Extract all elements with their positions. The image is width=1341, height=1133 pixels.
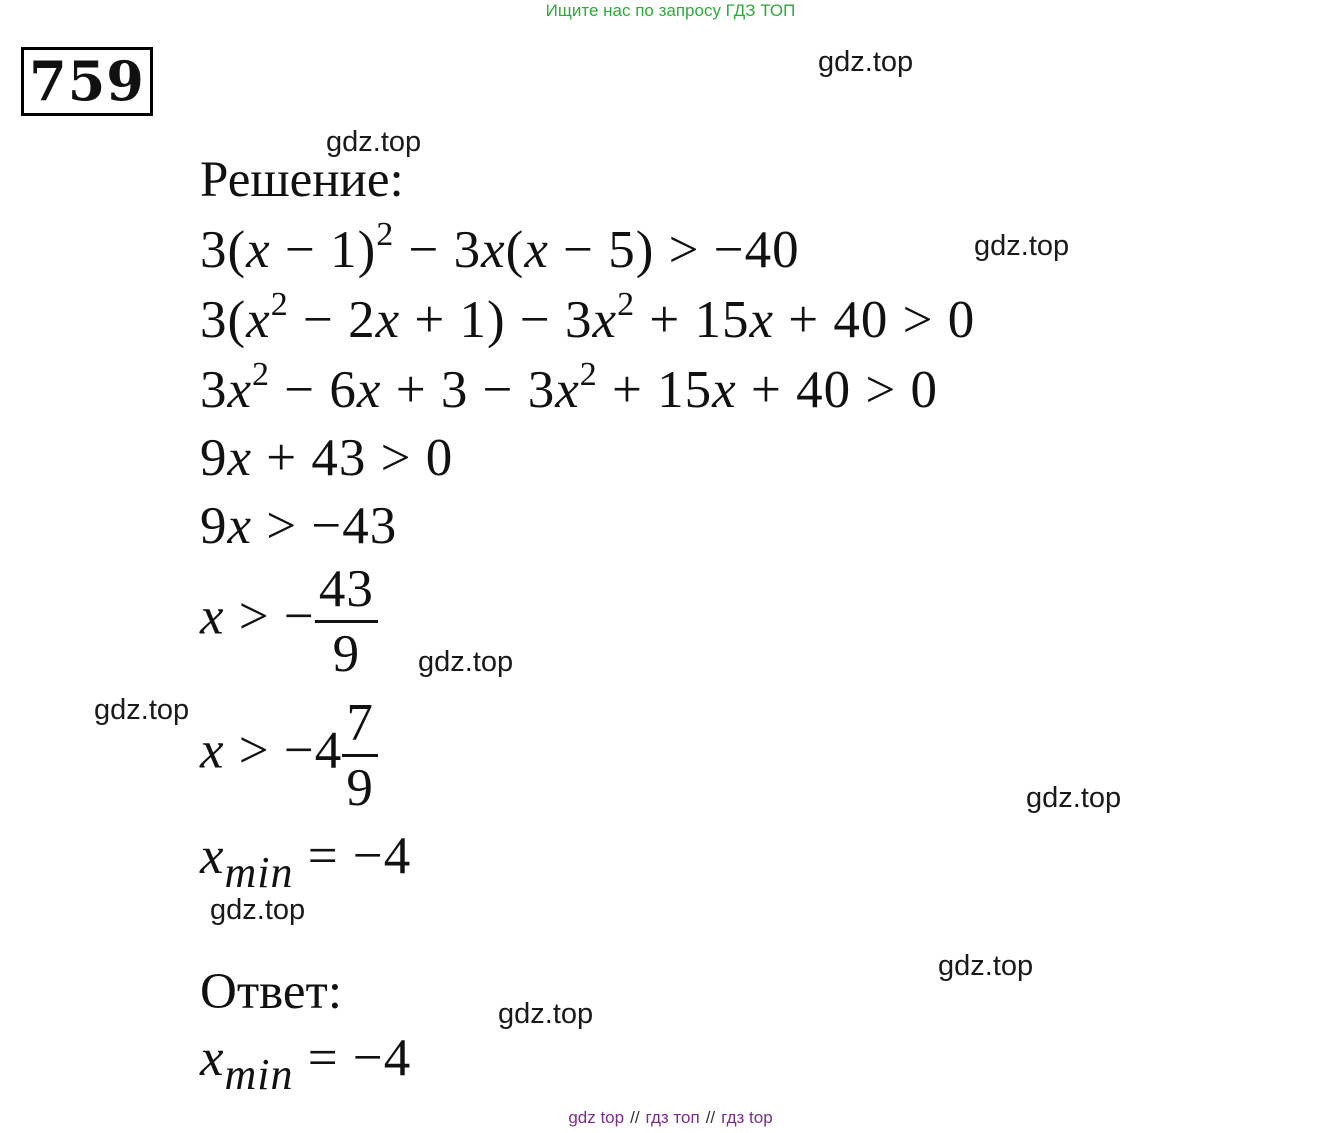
step-1: $3(x - 1)^2 - 3x(x - 5) > -40$ — [200, 216, 800, 279]
watermark: gdz.top — [326, 126, 422, 158]
step-4: 9x + 43 > 0 — [200, 429, 454, 487]
bottom-link[interactable]: гдз топ — [645, 1108, 700, 1127]
watermark: gdz.top — [818, 46, 914, 78]
watermark: gdz.top — [1026, 782, 1122, 814]
watermark: gdz.top — [94, 694, 190, 726]
bottom-links — [0, 1107, 1341, 1129]
solution-heading: Решение: — [200, 152, 404, 208]
step-5: 9x > −43 — [200, 497, 398, 555]
step-2: $3(x^2 - 2x + 1) - 3x^2 + 15x + 40 > 0$ — [200, 286, 976, 349]
watermark: gdz.top — [938, 950, 1034, 982]
bottom-link[interactable]: гдз top — [721, 1108, 773, 1127]
watermark: gdz.top — [418, 646, 514, 678]
top-banner[interactable]: Ищите нас по запросу ГДЗ ТОП — [545, 1, 796, 20]
answer-value: $x_{min} = -4$ — [200, 1029, 412, 1099]
fraction: $\frac{7}{9}$ — [342, 694, 378, 817]
watermark: gdz.top — [974, 230, 1070, 262]
answer-heading: Ответ: — [200, 964, 342, 1020]
fraction: $\frac{43}{9}$ — [315, 560, 378, 683]
step-7: x > −4 $\frac{7}{9}$ — [200, 694, 378, 817]
step-3: $3x^2 - 6x + 3 - 3x^2 + 15x + 40 > 0$ — [200, 356, 938, 419]
link-separator: // — [630, 1108, 640, 1127]
bottom-link[interactable]: gdz top — [568, 1108, 625, 1127]
link-separator: // — [705, 1108, 716, 1127]
step-8: $x_{min} = -4$ — [200, 827, 412, 897]
watermark: gdz.top — [210, 894, 306, 926]
task-number: 759 — [21, 47, 153, 116]
step-6: x > − $\frac{43}{9}$ — [200, 560, 378, 683]
watermark: gdz.top — [498, 998, 594, 1030]
